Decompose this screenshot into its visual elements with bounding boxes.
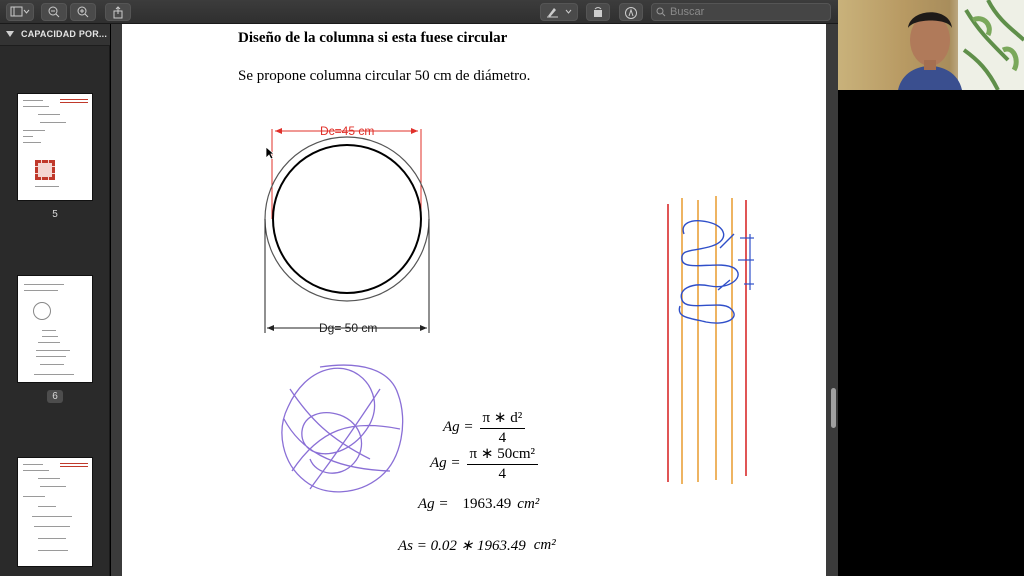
webcam-video-feed [838,0,1024,90]
eq2-numerator: π ∗ 50cm² [467,444,538,465]
sidebar-icon [10,6,30,18]
arrowhead-icon [420,325,427,331]
eq4-unit: cm² [533,537,556,553]
presenter-video-icon [838,0,1024,90]
circular-column-figure [257,119,437,339]
zoom-in-button[interactable] [70,3,96,21]
markup-pen-button[interactable] [540,3,578,21]
search-icon [656,7,666,17]
search-placeholder: Buscar [670,6,705,18]
pen-icon [544,6,574,18]
rotate-button[interactable] [586,3,610,21]
vertical-scrollbar[interactable] [831,388,836,428]
annotate-button[interactable] [619,3,643,21]
inner-circle [273,145,421,293]
sidebar-toggle-button[interactable] [6,3,34,21]
arrowhead-icon [411,128,418,134]
eq3-lhs: Ag = [418,496,449,512]
search-field[interactable] [651,3,831,21]
equation-area-formula [443,408,525,447]
document-title: CAPACIDAD POR... [21,29,108,39]
equation-area-substituted [430,444,538,483]
markup-circle-icon [624,6,638,20]
eq1-lhs: Ag = [443,419,474,435]
eq3-value: 1963.49 [462,496,512,512]
eq2-denominator: 4 [498,466,507,482]
page-thumbnail-6[interactable] [17,275,93,383]
page-number-5: 5 [52,209,58,220]
zoom-out-icon [47,6,61,18]
arrowhead-icon [267,325,274,331]
eq1-denominator: 4 [498,430,507,446]
page-number-6: 6 [0,391,110,402]
eq1-numerator: π ∗ d² [480,408,526,429]
thumbnail-sidebar [0,24,110,576]
share-icon [111,6,125,19]
rebar-spiral-sketch [660,194,755,486]
section-heading: Diseño de la columna si esta fuese circular [238,30,508,46]
eq4-lhs: As = 0.02 ∗ 1963.49 [398,538,526,554]
outer-diameter-label: Dg= 50 cm [319,321,378,335]
pdf-page [122,24,826,576]
viewer-toolbar [0,0,838,24]
equation-steel-area [398,536,556,555]
page-thumbnail-5[interactable] [17,93,93,201]
proposal-text: Se propone columna circular 50 cm de diámetro. [238,68,531,84]
equation-area-result [418,496,539,513]
eq2-lhs: Ag = [430,455,461,471]
rotate-icon [591,6,605,18]
inner-diameter-label: Dc=45 cm [320,124,375,138]
arrowhead-icon [275,128,282,134]
eq3-unit: cm² [517,496,540,512]
share-button[interactable] [105,3,131,21]
page-thumbnail-7[interactable] [17,457,93,567]
outer-circle [265,137,429,301]
document-title-bar[interactable] [0,24,110,46]
disclosure-triangle-icon[interactable] [6,31,14,37]
zoom-in-icon [76,6,90,18]
mouse-cursor-icon [265,146,275,160]
purple-scribble-annotation [270,359,420,509]
zoom-out-button[interactable] [41,3,67,21]
